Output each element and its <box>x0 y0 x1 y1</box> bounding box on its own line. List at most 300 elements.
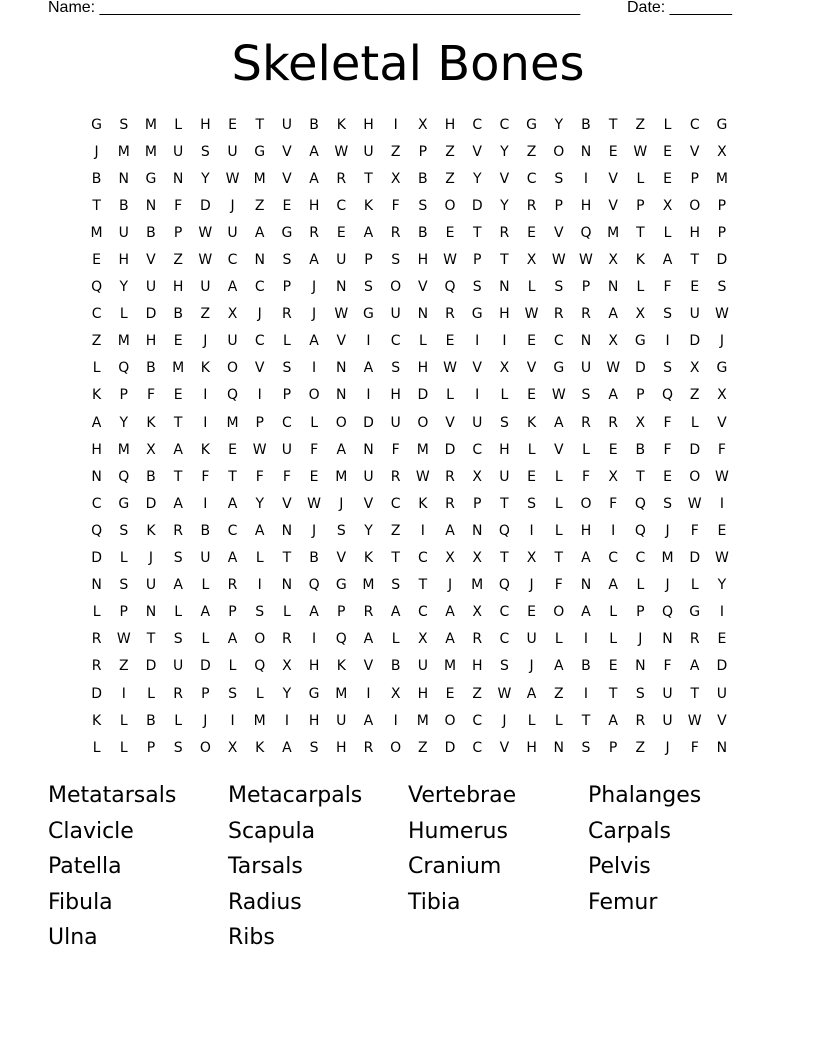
grid-letter[interactable]: V <box>282 495 292 512</box>
grid-letter[interactable]: L <box>174 116 183 133</box>
grid-letter[interactable]: P <box>119 604 128 621</box>
grid-letter[interactable]: C <box>472 116 483 133</box>
grid-letter[interactable]: J <box>502 712 507 729</box>
grid-letter[interactable]: H <box>91 441 102 458</box>
grid-letter[interactable]: Y <box>717 577 727 594</box>
grid-letter[interactable]: I <box>529 522 534 539</box>
grid-letter[interactable]: A <box>227 550 238 567</box>
grid-letter[interactable]: K <box>418 495 428 512</box>
grid-letter[interactable]: R <box>91 658 102 675</box>
grid-letter[interactable]: G <box>91 116 103 133</box>
grid-letter[interactable]: E <box>445 333 455 350</box>
grid-letter[interactable]: R <box>91 631 102 648</box>
grid-letter[interactable]: P <box>554 197 563 214</box>
grid-letter[interactable]: U <box>118 224 129 241</box>
grid-letter[interactable]: S <box>228 685 237 702</box>
grid-letter[interactable]: L <box>609 604 618 621</box>
grid-letter[interactable]: X <box>472 604 483 621</box>
grid-letter[interactable]: N <box>635 658 646 675</box>
grid-letter[interactable]: A <box>608 712 618 729</box>
grid-letter[interactable]: A <box>553 414 564 431</box>
grid-letter[interactable]: R <box>635 712 646 729</box>
grid-letter[interactable]: T <box>255 116 264 133</box>
grid-letter[interactable]: I <box>203 495 208 512</box>
grid-letter[interactable]: S <box>499 658 509 675</box>
grid-letter[interactable]: X <box>635 414 646 431</box>
grid-letter[interactable]: S <box>309 739 319 756</box>
grid-letter[interactable]: D <box>689 550 701 567</box>
grid-letter[interactable]: F <box>690 522 699 539</box>
grid-letter[interactable]: Z <box>118 658 129 675</box>
grid-letter[interactable]: I <box>366 685 371 702</box>
grid-letter[interactable]: B <box>418 170 428 187</box>
grid-letter[interactable]: Q <box>498 577 510 594</box>
grid-letter[interactable]: N <box>145 604 157 621</box>
grid-letter[interactable]: E <box>527 387 537 404</box>
grid-letter[interactable]: F <box>581 468 590 485</box>
grid-letter[interactable]: D <box>444 739 456 756</box>
grid-letter[interactable]: M <box>253 712 266 729</box>
grid-letter[interactable]: N <box>580 333 592 350</box>
grid-letter[interactable]: I <box>719 604 724 621</box>
grid-letter[interactable]: B <box>581 116 591 133</box>
grid-letter[interactable]: K <box>92 712 102 729</box>
grid-letter[interactable]: D <box>145 658 157 675</box>
grid-letter[interactable]: E <box>663 170 672 187</box>
grid-letter[interactable]: I <box>583 170 589 187</box>
grid-letter[interactable]: S <box>554 170 564 187</box>
grid-letter[interactable]: A <box>336 441 347 458</box>
grid-letter[interactable]: P <box>173 224 183 241</box>
grid-letter[interactable]: G <box>716 360 728 377</box>
grid-letter[interactable]: U <box>145 577 157 594</box>
grid-letter[interactable]: T <box>636 224 645 241</box>
grid-letter[interactable]: Z <box>91 333 102 350</box>
grid-letter[interactable]: E <box>527 604 537 621</box>
grid-letter[interactable]: Q <box>662 387 674 404</box>
grid-letter[interactable]: O <box>227 360 239 377</box>
grid-letter[interactable]: E <box>527 468 537 485</box>
grid-letter[interactable]: U <box>200 279 211 296</box>
grid-letter[interactable]: I <box>719 495 724 512</box>
grid-letter[interactable]: A <box>553 658 564 675</box>
grid-letter[interactable]: Q <box>254 658 266 675</box>
grid-letter[interactable]: O <box>199 739 211 756</box>
grid-letter[interactable]: R <box>227 577 238 594</box>
grid-letter[interactable]: B <box>635 441 646 458</box>
grid-letter[interactable]: L <box>391 631 400 648</box>
grid-letter[interactable]: C <box>227 252 238 269</box>
grid-letter[interactable]: P <box>690 170 699 187</box>
grid-letter[interactable]: L <box>255 550 264 567</box>
grid-letter[interactable]: Z <box>472 685 483 702</box>
grid-letter[interactable]: S <box>336 522 346 539</box>
grid-letter[interactable]: X <box>526 550 537 567</box>
grid-letter[interactable]: B <box>390 658 401 675</box>
grid-letter[interactable]: M <box>226 414 239 431</box>
grid-letter[interactable]: V <box>363 495 374 512</box>
grid-letter[interactable]: L <box>283 604 291 621</box>
grid-letter[interactable]: I <box>312 360 317 377</box>
grid-letter[interactable]: E <box>173 333 183 350</box>
grid-letter[interactable]: T <box>636 468 645 485</box>
grid-letter[interactable]: L <box>92 604 101 621</box>
grid-letter[interactable]: C <box>390 495 401 512</box>
grid-letter[interactable]: I <box>257 577 262 594</box>
grid-letter[interactable]: A <box>689 658 700 675</box>
grid-letter[interactable]: A <box>227 495 238 512</box>
grid-letter[interactable]: N <box>91 468 102 485</box>
grid-letter[interactable]: M <box>661 550 674 567</box>
grid-letter[interactable]: X <box>635 306 646 323</box>
grid-letter[interactable]: U <box>227 333 238 350</box>
grid-letter[interactable]: L <box>636 279 645 296</box>
grid-letter[interactable]: P <box>472 252 482 269</box>
grid-letter[interactable]: P <box>282 279 292 296</box>
grid-letter[interactable]: A <box>200 604 211 621</box>
grid-letter[interactable]: V <box>254 360 265 377</box>
grid-letter[interactable]: I <box>665 333 670 350</box>
grid-letter[interactable]: P <box>418 143 428 160</box>
grid-letter[interactable]: E <box>663 468 672 485</box>
grid-letter[interactable]: K <box>527 414 537 431</box>
grid-letter[interactable]: N <box>662 631 673 648</box>
grid-letter[interactable]: D <box>716 252 728 269</box>
grid-letter[interactable]: M <box>144 143 158 160</box>
grid-letter[interactable]: I <box>203 387 208 404</box>
grid-letter[interactable]: O <box>444 197 456 214</box>
grid-letter[interactable]: H <box>471 658 483 675</box>
grid-letter[interactable]: U <box>281 441 293 458</box>
grid-letter[interactable]: U <box>281 116 293 133</box>
grid-letter[interactable]: S <box>581 739 591 756</box>
grid-letter[interactable]: S <box>499 414 509 431</box>
grid-letter[interactable]: R <box>581 306 591 323</box>
grid-letter[interactable]: W <box>579 252 593 269</box>
grid-letter[interactable]: N <box>471 522 483 539</box>
grid-letter[interactable]: H <box>172 279 184 296</box>
grid-letter[interactable]: O <box>254 631 266 648</box>
grid-letter[interactable]: F <box>391 441 400 458</box>
grid-letter[interactable]: Z <box>390 143 401 160</box>
grid-letter[interactable]: N <box>607 279 619 296</box>
grid-letter[interactable]: I <box>583 685 589 702</box>
grid-letter[interactable]: R <box>309 224 319 241</box>
grid-letter[interactable]: B <box>146 468 156 485</box>
grid-letter[interactable]: V <box>499 170 510 187</box>
grid-letter[interactable]: F <box>663 658 672 675</box>
grid-letter[interactable]: J <box>148 550 154 567</box>
grid-letter[interactable]: B <box>118 197 129 214</box>
grid-letter[interactable]: L <box>174 712 183 729</box>
grid-letter[interactable]: H <box>363 116 374 133</box>
grid-letter[interactable]: J <box>719 333 724 350</box>
grid-letter[interactable]: M <box>416 441 429 458</box>
grid-letter[interactable]: X <box>472 468 483 485</box>
grid-letter[interactable]: W <box>524 306 539 323</box>
grid-letter[interactable]: R <box>390 468 401 485</box>
grid-letter[interactable]: X <box>418 631 428 648</box>
grid-letter[interactable]: L <box>418 333 427 350</box>
grid-letter[interactable]: Y <box>119 279 129 296</box>
grid-letter[interactable]: U <box>363 143 374 160</box>
grid-letter[interactable]: F <box>663 279 672 296</box>
grid-letter[interactable]: L <box>527 279 536 296</box>
grid-letter[interactable]: L <box>554 522 563 539</box>
grid-letter[interactable]: Q <box>91 279 103 296</box>
grid-letter[interactable]: W <box>334 306 349 323</box>
grid-letter[interactable]: V <box>146 252 156 269</box>
grid-letter[interactable]: Z <box>635 116 646 133</box>
grid-letter[interactable]: F <box>146 387 155 404</box>
grid-letter[interactable]: L <box>554 631 563 648</box>
grid-letter[interactable]: L <box>663 116 672 133</box>
grid-letter[interactable]: D <box>634 360 646 377</box>
grid-letter[interactable]: L <box>119 712 128 729</box>
grid-letter[interactable]: T <box>608 116 618 133</box>
grid-letter[interactable]: W <box>497 685 512 702</box>
grid-letter[interactable]: K <box>146 414 156 431</box>
grid-letter[interactable]: W <box>714 550 729 567</box>
grid-letter[interactable]: Y <box>554 116 564 133</box>
grid-letter[interactable]: I <box>583 631 589 648</box>
grid-letter[interactable]: W <box>198 224 213 241</box>
grid-letter[interactable]: X <box>472 550 483 567</box>
grid-letter[interactable]: X <box>445 550 455 567</box>
grid-letter[interactable]: W <box>714 306 729 323</box>
grid-letter[interactable]: L <box>527 712 536 729</box>
grid-letter[interactable]: L <box>201 577 210 594</box>
grid-letter[interactable]: V <box>717 414 727 431</box>
grid-letter[interactable]: S <box>282 252 292 269</box>
grid-letter[interactable]: Q <box>444 279 456 296</box>
grid-letter[interactable]: O <box>444 712 456 729</box>
grid-letter[interactable]: F <box>174 197 183 214</box>
grid-letter[interactable]: O <box>580 495 592 512</box>
grid-letter[interactable]: W <box>116 631 131 648</box>
grid-letter[interactable]: A <box>608 306 618 323</box>
grid-letter[interactable]: E <box>690 279 700 296</box>
grid-letter[interactable]: N <box>281 577 293 594</box>
grid-letter[interactable]: R <box>608 414 619 431</box>
grid-letter[interactable]: P <box>636 387 645 404</box>
grid-letter[interactable]: H <box>308 712 320 729</box>
grid-letter[interactable]: E <box>527 224 537 241</box>
grid-letter[interactable]: S <box>554 279 564 296</box>
grid-letter[interactable]: E <box>92 252 102 269</box>
grid-letter[interactable]: K <box>363 550 374 567</box>
grid-letter[interactable]: I <box>420 522 425 539</box>
grid-letter[interactable]: N <box>91 577 102 594</box>
grid-letter[interactable]: P <box>282 387 292 404</box>
grid-letter[interactable]: K <box>635 252 645 269</box>
grid-letter[interactable]: M <box>144 116 158 133</box>
grid-letter[interactable]: D <box>199 197 211 214</box>
grid-letter[interactable]: A <box>363 631 374 648</box>
grid-letter[interactable]: B <box>146 360 156 377</box>
grid-letter[interactable]: G <box>526 116 538 133</box>
grid-letter[interactable]: S <box>472 279 482 296</box>
grid-letter[interactable]: O <box>390 279 402 296</box>
grid-letter[interactable]: X <box>662 197 673 214</box>
grid-letter[interactable]: R <box>553 306 564 323</box>
grid-letter[interactable]: D <box>91 685 102 702</box>
grid-letter[interactable]: V <box>689 143 700 160</box>
grid-letter[interactable]: N <box>172 170 184 187</box>
grid-letter[interactable]: Q <box>634 522 646 539</box>
grid-letter[interactable]: O <box>689 468 701 485</box>
grid-letter[interactable]: A <box>363 224 374 241</box>
grid-letter[interactable]: P <box>228 604 237 621</box>
grid-letter[interactable]: J <box>230 197 235 214</box>
grid-letter[interactable]: U <box>580 360 592 377</box>
grid-letter[interactable]: W <box>307 495 322 512</box>
grid-letter[interactable]: U <box>200 550 211 567</box>
grid-letter[interactable]: W <box>687 712 702 729</box>
grid-letter[interactable]: C <box>336 197 347 214</box>
grid-letter[interactable]: E <box>527 333 537 350</box>
grid-letter[interactable]: A <box>173 495 183 512</box>
grid-letter[interactable]: Q <box>118 468 130 485</box>
grid-letter[interactable]: D <box>471 197 483 214</box>
grid-letter[interactable]: W <box>551 252 566 269</box>
grid-letter[interactable]: Q <box>118 360 130 377</box>
grid-letter[interactable]: U <box>145 279 157 296</box>
grid-letter[interactable]: C <box>472 712 483 729</box>
grid-letter[interactable]: L <box>554 495 563 512</box>
grid-letter[interactable]: H <box>118 252 130 269</box>
grid-letter[interactable]: T <box>228 468 237 485</box>
grid-letter[interactable]: W <box>334 143 349 160</box>
grid-letter[interactable]: Z <box>173 252 183 269</box>
grid-letter[interactable]: P <box>337 604 346 621</box>
grid-letter[interactable]: H <box>145 333 157 350</box>
grid-letter[interactable]: V <box>363 658 374 675</box>
grid-letter[interactable]: X <box>499 360 510 377</box>
grid-letter[interactable]: N <box>336 279 347 296</box>
grid-letter[interactable]: F <box>663 441 672 458</box>
grid-letter[interactable]: T <box>391 550 400 567</box>
grid-letter[interactable]: C <box>282 414 292 431</box>
grid-letter[interactable]: R <box>363 739 374 756</box>
grid-letter[interactable]: A <box>173 577 183 594</box>
grid-letter[interactable]: G <box>118 495 130 512</box>
grid-letter[interactable]: M <box>90 224 103 241</box>
grid-letter[interactable]: L <box>228 658 237 675</box>
grid-letter[interactable]: H <box>390 387 401 404</box>
grid-letter[interactable]: C <box>472 739 483 756</box>
grid-letter[interactable]: L <box>201 631 210 648</box>
grid-letter[interactable]: E <box>717 631 727 648</box>
grid-letter[interactable]: S <box>282 360 292 377</box>
grid-letter[interactable]: R <box>445 495 455 512</box>
grid-letter[interactable]: A <box>227 631 238 648</box>
grid-letter[interactable]: O <box>553 604 565 621</box>
grid-letter[interactable]: Z <box>445 143 455 160</box>
grid-letter[interactable]: A <box>91 414 102 431</box>
grid-letter[interactable]: G <box>689 604 701 621</box>
grid-letter[interactable]: K <box>336 116 346 133</box>
grid-letter[interactable]: F <box>663 414 672 431</box>
grid-letter[interactable]: G <box>281 224 293 241</box>
grid-letter[interactable]: E <box>608 658 618 675</box>
grid-letter[interactable]: O <box>390 739 402 756</box>
grid-letter[interactable]: J <box>203 712 208 729</box>
grid-letter[interactable]: A <box>254 522 265 539</box>
grid-letter[interactable]: D <box>689 441 701 458</box>
grid-letter[interactable]: N <box>145 197 157 214</box>
word-search-grid[interactable] <box>83 111 736 761</box>
grid-letter[interactable]: N <box>417 306 429 323</box>
grid-letter[interactable]: E <box>445 685 455 702</box>
grid-letter[interactable]: J <box>312 306 317 323</box>
grid-letter[interactable]: C <box>499 604 510 621</box>
grid-letter[interactable]: M <box>253 170 266 187</box>
grid-letter[interactable]: R <box>173 522 184 539</box>
grid-letter[interactable]: C <box>499 631 510 648</box>
grid-letter[interactable]: V <box>418 279 428 296</box>
grid-letter[interactable]: S <box>119 522 129 539</box>
grid-letter[interactable]: Z <box>553 685 564 702</box>
grid-letter[interactable]: B <box>146 712 156 729</box>
grid-letter[interactable]: P <box>472 495 482 512</box>
grid-letter[interactable]: A <box>581 604 591 621</box>
grid-letter[interactable]: C <box>390 333 401 350</box>
grid-letter[interactable]: Q <box>227 387 239 404</box>
grid-letter[interactable]: Z <box>200 306 211 323</box>
grid-letter[interactable]: R <box>526 197 537 214</box>
grid-letter[interactable]: A <box>282 739 292 756</box>
grid-letter[interactable]: E <box>336 224 346 241</box>
grid-letter[interactable]: S <box>663 360 672 377</box>
grid-letter[interactable]: A <box>662 252 673 269</box>
grid-letter[interactable]: P <box>717 224 727 241</box>
grid-letter[interactable]: N <box>336 387 347 404</box>
grid-letter[interactable]: Y <box>364 522 373 539</box>
grid-letter[interactable]: X <box>608 333 618 350</box>
grid-letter[interactable]: J <box>665 739 670 756</box>
grid-letter[interactable]: J <box>638 631 643 648</box>
grid-letter[interactable]: A <box>608 387 618 404</box>
grid-letter[interactable]: L <box>119 550 128 567</box>
grid-letter[interactable]: A <box>608 577 618 594</box>
grid-letter[interactable]: H <box>580 197 592 214</box>
date-field-label[interactable]: Date: _______ <box>627 0 732 16</box>
grid-letter[interactable]: V <box>499 739 510 756</box>
grid-letter[interactable]: L <box>92 360 101 377</box>
grid-letter[interactable]: W <box>198 252 213 269</box>
grid-letter[interactable]: U <box>662 685 673 702</box>
grid-letter[interactable]: B <box>309 116 319 133</box>
grid-letter[interactable]: X <box>227 306 238 323</box>
grid-letter[interactable]: A <box>445 631 455 648</box>
grid-letter[interactable]: K <box>336 658 346 675</box>
grid-letter[interactable]: I <box>203 414 208 431</box>
grid-letter[interactable]: K <box>200 441 210 458</box>
grid-letter[interactable]: P <box>255 414 264 431</box>
grid-letter[interactable]: O <box>308 387 320 404</box>
grid-letter[interactable]: T <box>608 685 618 702</box>
grid-letter[interactable]: L <box>255 685 264 702</box>
grid-letter[interactable]: R <box>390 224 401 241</box>
grid-letter[interactable]: R <box>282 631 292 648</box>
grid-letter[interactable]: E <box>608 441 618 458</box>
grid-letter[interactable]: Y <box>500 143 509 160</box>
grid-letter[interactable]: V <box>526 360 537 377</box>
grid-letter[interactable]: E <box>309 468 319 485</box>
grid-letter[interactable]: S <box>391 360 401 377</box>
grid-letter[interactable]: W <box>443 360 457 377</box>
